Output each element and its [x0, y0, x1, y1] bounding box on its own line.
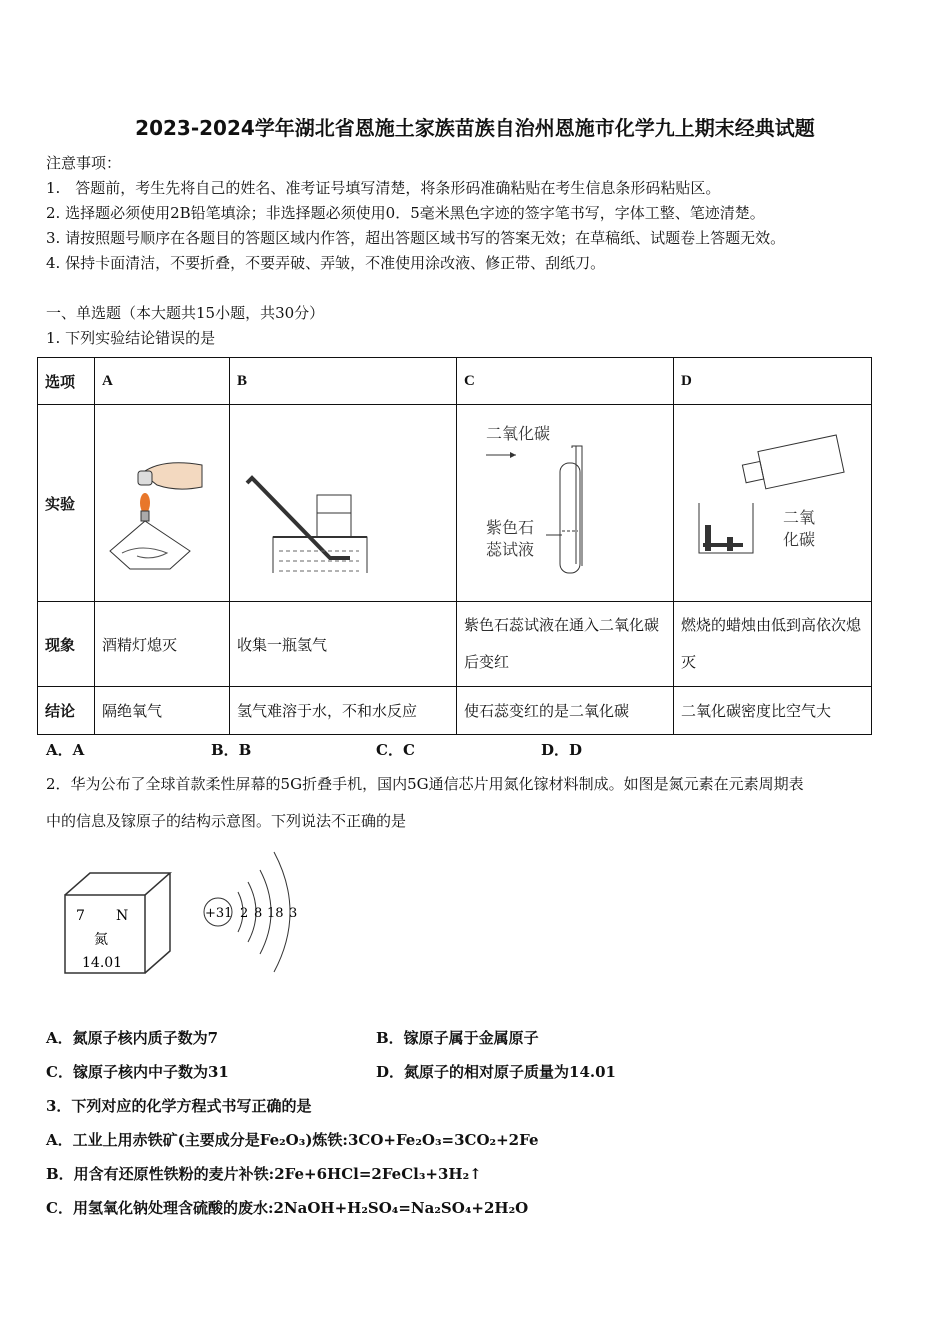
- option-a[interactable]: A．A: [46, 741, 85, 759]
- notes-heading: 注意事项：: [46, 154, 122, 172]
- nucleus-charge: +31: [205, 906, 233, 921]
- d-gas-label: 二氧: [783, 508, 816, 527]
- element-mass: 14.01: [82, 955, 123, 971]
- c-gas-label: 二氧化碳: [486, 424, 551, 443]
- question-1-table: [37, 357, 872, 735]
- question-2-stem: 2．华为公布了全球首款柔性屏幕的5G折叠手机，国内5G通信芯片用氮化镓材料制成。如图是氮元素在元素周期表: [46, 775, 804, 793]
- element-name: 氮: [94, 932, 108, 948]
- option-d[interactable]: D．D: [541, 741, 583, 759]
- table-header: 选项: [38, 358, 95, 405]
- phenomenon-cell: 紫色石蕊试液在通入二氧化碳后变红: [457, 602, 674, 687]
- question-1-stem: 1. 下列实验结论错误的是: [46, 329, 216, 347]
- option-b[interactable]: B．用含有还原性铁粉的麦片补铁:2Fe+6HCl=2FeCl₃+3H₂↑: [46, 1165, 482, 1183]
- phenomenon-cell: 酒精灯熄灭: [95, 602, 230, 687]
- conclusion-cell: 氢气难溶于水，不和水反应: [230, 687, 457, 735]
- option-b[interactable]: B．镓原子属于金属原子: [376, 1029, 539, 1047]
- page-title: 2023-2024学年湖北省恩施土家族苗族自治州恩施市化学九上期末经典试题: [135, 116, 815, 140]
- d-gas-label: 化碳: [783, 530, 816, 549]
- alcohol-lamp-figure: [102, 433, 212, 573]
- co2-litmus-figure: [464, 413, 654, 593]
- option-a[interactable]: A．氮原子核内质子数为7: [46, 1029, 219, 1047]
- note-item: 1. 答题前，考生先将自己的姓名、准考证号填写清楚，将条形码准确粘贴在考生信息条形码粘贴区。: [46, 179, 721, 197]
- phenomenon-cell: 收集一瓶氢气: [230, 602, 457, 687]
- row-label: 实验: [38, 405, 95, 602]
- table-header: B: [230, 358, 457, 405]
- option-c[interactable]: C．用氢氧化钠处理含硫酸的废水:2NaOH+H₂SO₄=Na₂SO₄+2H₂O: [46, 1199, 529, 1217]
- table-header: A: [95, 358, 230, 405]
- element-and-atom-figure: [60, 840, 310, 980]
- conclusion-cell: 二氧化碳密度比空气大: [674, 687, 872, 735]
- gas-collection-figure: [237, 433, 437, 573]
- shell-electrons: 3: [289, 906, 298, 921]
- row-label: 现象: [38, 602, 95, 687]
- table-header: C: [457, 358, 674, 405]
- c-liquid-label: 蕊试液: [486, 540, 535, 559]
- option-d[interactable]: D．氮原子的相对原子质量为14.01: [376, 1063, 616, 1081]
- section-heading: 一、单选题（本大题共15小题，共30分）: [46, 304, 325, 322]
- conclusion-cell: 使石蕊变红的是二氧化碳: [457, 687, 674, 735]
- question-3-stem: 3．下列对应的化学方程式书写正确的是: [46, 1097, 312, 1115]
- option-a[interactable]: A．工业上用赤铁矿(主要成分是Fe₂O₃)炼铁:3CO+Fe₂O₃=3CO₂+2Fe: [46, 1131, 539, 1149]
- shell-electrons: 8: [254, 906, 263, 921]
- note-item: 3. 请按照题号顺序在各题目的答题区域内作答，超出答题区域书写的答案无效；在草稿纸、试题卷上答题无效。: [46, 229, 786, 247]
- c-liquid-label: 紫色石: [486, 518, 535, 537]
- figure-co2-litmus: [457, 405, 674, 602]
- option-c[interactable]: C．镓原子核内中子数为31: [46, 1063, 229, 1081]
- option-b[interactable]: B．B: [211, 741, 252, 759]
- shell-electrons: 2: [240, 906, 249, 921]
- conclusion-cell: 隔绝氧气: [95, 687, 230, 735]
- note-item: 2. 选择题必须使用2B铅笔填涂；非选择题必须使用0．5毫米黑色字迹的签字笔书写，字体工整、笔迹清楚。: [46, 204, 765, 222]
- question-2-stem: 中的信息及镓原子的结构示意图。下列说法不正确的是: [46, 812, 407, 830]
- figure-co2-candles: [674, 405, 872, 602]
- co2-candles-figure: [681, 433, 851, 573]
- option-c[interactable]: C．C: [376, 741, 415, 759]
- table-header: D: [674, 358, 872, 405]
- figure-gas-collection: [230, 405, 457, 602]
- shell-electrons: 18: [267, 906, 284, 921]
- phenomenon-cell: 燃烧的蜡烛由低到高依次熄灭: [674, 602, 872, 687]
- element-number: 7: [76, 908, 85, 924]
- note-item: 4. 保持卡面清洁，不要折叠，不要弄破、弄皱，不准使用涂改液、修正带、刮纸刀。: [46, 254, 606, 272]
- element-symbol: N: [116, 908, 129, 924]
- row-label: 结论: [38, 687, 95, 735]
- figure-alcohol-lamp: [95, 405, 230, 602]
